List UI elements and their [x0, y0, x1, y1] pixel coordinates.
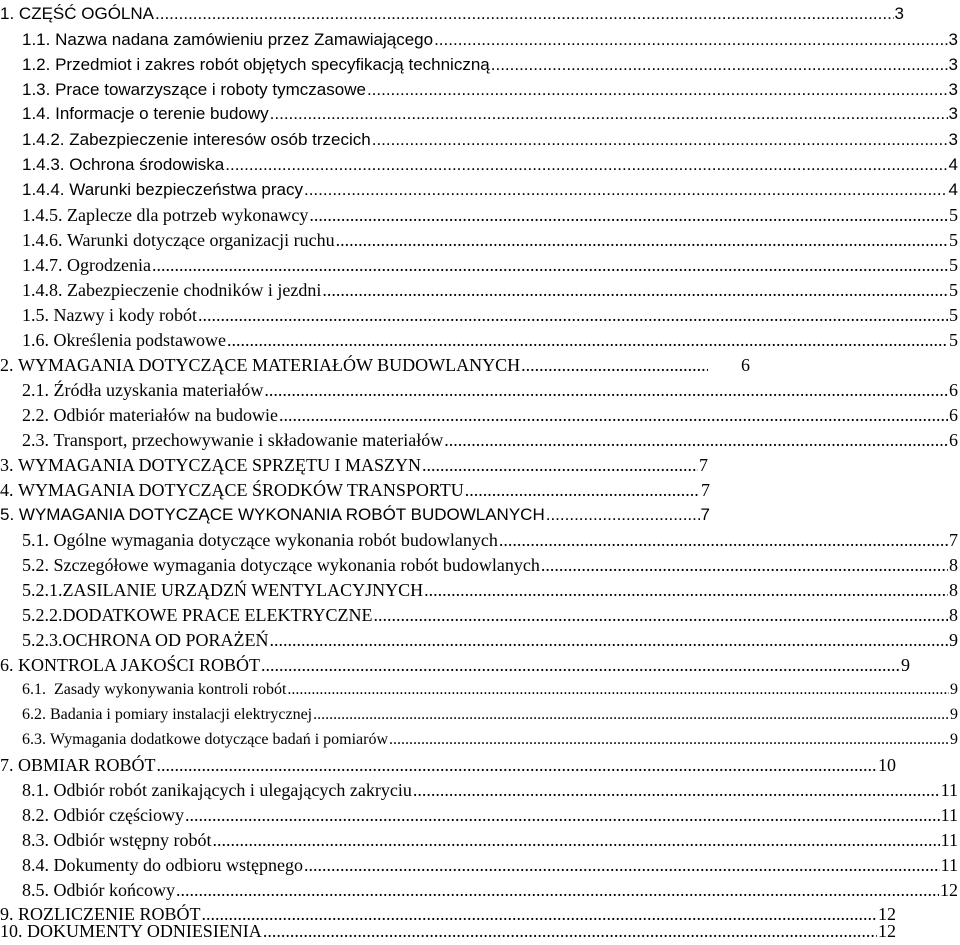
toc-entry-page: 8: [949, 555, 958, 575]
toc-entry[interactable]: [22, 30, 958, 54]
toc-entry-page: 12: [878, 904, 896, 924]
toc-entry-number: 10.: [0, 921, 23, 941]
toc-entry-page: 7: [700, 505, 710, 524]
toc-entry[interactable]: [22, 380, 958, 404]
toc-entry-page: 7: [949, 530, 958, 550]
toc-entry[interactable]: [0, 4, 904, 28]
toc-entry-number: 1.4.8.: [22, 280, 63, 300]
toc-entry-title: Odbiór robót zanikających i ulegających zakryciu: [53, 780, 412, 800]
toc-entry-title: Dokumenty do odbioru wstępnego: [53, 855, 303, 875]
toc-entry-page: 11: [940, 830, 958, 850]
toc-leader-dots: [198, 305, 948, 326]
toc-entry-page: 11: [940, 805, 958, 825]
toc-entry[interactable]: [22, 605, 958, 629]
toc-entry-title: WYMAGANIA DOTYCZĄCE MATERIAŁÓW BUDOWLANYCH: [18, 355, 521, 375]
toc-entry-page: 3: [948, 30, 958, 49]
toc-entry-number: 2.2.: [22, 405, 49, 425]
toc-entry-number: 5.2.: [22, 555, 49, 575]
toc-leader-dots: [176, 880, 939, 901]
toc-leader-dots: [304, 180, 948, 200]
toc-leader-dots: [499, 530, 948, 551]
toc-entry-title: Ogólne wymagania dotyczące wykonania robót budowlanych: [53, 530, 498, 550]
toc-entry-title: ZASILANIE URZĄDZŃ WENTYLACYJNYCH: [62, 580, 424, 600]
toc-entry[interactable]: [0, 505, 710, 529]
toc-entry-title: Szczegółowe wymagania dotyczące wykonania robót budowlanych: [53, 555, 540, 575]
toc-entry-page: 5: [949, 205, 958, 225]
toc-leader-dots: [336, 230, 948, 251]
toc-entry-page: 5: [949, 330, 958, 350]
toc-entry[interactable]: [22, 430, 958, 454]
toc-entry-title: DODATKOWE PRACE ELEKTRYCZNE: [62, 605, 373, 625]
toc-entry[interactable]: [22, 205, 958, 229]
toc-entry-page: 7: [699, 455, 708, 475]
toc-entry-number: 1.4.: [22, 104, 51, 123]
toc-leader-dots: [444, 430, 948, 451]
toc-entry-title: OBMIAR ROBÓT: [18, 755, 156, 775]
toc-entry[interactable]: [22, 706, 958, 730]
toc-leader-dots: [157, 755, 877, 776]
toc-leader-dots: [367, 80, 948, 100]
toc-entry-page: 8: [949, 580, 958, 600]
toc-entry[interactable]: [22, 630, 958, 654]
toc-entry-number: 8.5.: [22, 880, 49, 900]
toc-entry[interactable]: [22, 255, 958, 279]
toc-entry-page: 3: [948, 130, 958, 149]
toc-entry-title: Odbiór końcowy: [53, 880, 175, 900]
toc-entry-title: Źródła uzyskania materiałów: [53, 380, 264, 400]
toc-entry[interactable]: [0, 455, 708, 479]
toc-entry-title: WYMAGANIA DOTYCZĄCE SPRZĘTU I MASZYN: [18, 455, 421, 475]
toc-entry-number: 1.: [0, 4, 15, 23]
toc-entry-number: 1.1.: [22, 30, 51, 49]
toc-entry[interactable]: [0, 921, 896, 945]
toc-entry-title: Warunki dotyczące organizacji ruchu: [67, 230, 335, 250]
toc-entry-title: ROZLICZENIE ROBÓT: [18, 904, 201, 924]
toc-entry[interactable]: [22, 731, 958, 755]
toc-entry-title: Ogrodzenia: [67, 255, 151, 275]
toc-entry-page: 3: [894, 4, 904, 23]
toc-entry-number: 6.2.: [22, 706, 46, 723]
toc-entry-page: 9: [950, 706, 958, 723]
toc-entry-page: 6: [741, 355, 750, 375]
toc-entry-title: Transport, przechowywanie i składowanie materiałów: [53, 430, 444, 450]
toc-entry[interactable]: [22, 80, 958, 104]
toc-entry-number: 5.2.1.: [22, 580, 63, 600]
toc-entry-title: Warunki bezpieczeństwa pracy: [69, 180, 303, 199]
toc-entry-number: 2.1.: [22, 380, 49, 400]
toc-entry-number: 2.: [0, 355, 14, 375]
toc-entry-page: 10: [878, 755, 896, 775]
toc-entry-number: 5.2.3.: [22, 630, 63, 650]
toc-entry[interactable]: [22, 830, 958, 854]
toc-entry-title: Ochrona środowiska: [69, 155, 225, 174]
toc-entry-number: 5.2.2.: [22, 605, 63, 625]
toc-entry-number: 2.3.: [22, 430, 49, 450]
toc-entry-page: 9: [950, 681, 958, 698]
toc-entry-page: 5: [949, 230, 958, 250]
toc-entry[interactable]: [22, 230, 958, 254]
toc-entry-number: 1.4.2.: [22, 130, 65, 149]
toc-leader-dots: [389, 731, 949, 749]
toc-entry-page: 5: [949, 305, 958, 325]
toc-entry[interactable]: [22, 530, 958, 554]
toc-entry[interactable]: [22, 55, 958, 79]
toc-leader-dots: [372, 130, 948, 150]
toc-entry-number: 1.4.6.: [22, 230, 63, 250]
toc-entry-number: 9.: [0, 904, 14, 924]
toc-entry-page: 9: [901, 655, 910, 675]
toc-entry-title: Określenia podstawowe: [53, 330, 226, 350]
toc-leader-dots: [541, 555, 948, 576]
toc-entry-number: 1.4.7.: [22, 255, 63, 275]
toc-entry-title: WYMAGANIA DOTYCZĄCE WYKONANIA ROBÓT BUDOWLANYCH: [18, 505, 545, 524]
toc-entry-number: 6.1.: [22, 681, 46, 698]
toc-leader-dots: [212, 830, 939, 851]
toc-entry[interactable]: [0, 480, 710, 504]
toc-leader-dots: [155, 4, 894, 24]
toc-entry-page: 11: [940, 855, 958, 875]
toc-entry-title: KONTROLA JAKOŚCI ROBÓT: [18, 655, 261, 675]
toc-entry[interactable]: [0, 355, 750, 379]
toc-entry[interactable]: [22, 155, 958, 179]
toc-entry-title: Wymagania dodatkowe dotyczące badań i pomiarów: [50, 731, 389, 748]
toc-entry-page: 3: [948, 80, 958, 99]
toc-entry[interactable]: [22, 130, 958, 154]
toc-entry-page: 12: [878, 921, 896, 941]
toc-leader-dots: [424, 580, 948, 601]
toc-leader-dots: [264, 380, 948, 401]
toc-entry-number: 3.: [0, 455, 14, 475]
toc-entry-number: 7.: [0, 755, 14, 775]
toc-entry-number: 5.1.: [22, 530, 49, 550]
toc-entry-number: 8.4.: [22, 855, 49, 875]
toc-entry-page: 4: [948, 155, 958, 174]
toc-entry-page: 3: [948, 104, 958, 123]
toc-leader-dots: [185, 805, 940, 826]
toc-entry[interactable]: [22, 681, 958, 705]
toc-entry-number: 4.: [0, 480, 14, 500]
toc-entry[interactable]: [22, 805, 958, 829]
toc-leader-dots: [546, 505, 700, 525]
toc-entry[interactable]: [22, 780, 958, 804]
toc-entry-number: 8.1.: [22, 780, 49, 800]
toc-entry-title: Zabezpieczenie chodników i jezdni: [67, 280, 322, 300]
toc-entry-page: 7: [701, 480, 710, 500]
toc-entry-page: 6: [949, 380, 958, 400]
toc-entry[interactable]: [22, 855, 958, 879]
toc-entry[interactable]: [0, 655, 910, 679]
toc-entry-number: 1.4.3.: [22, 155, 65, 174]
toc-entry-page: 4: [948, 180, 958, 199]
toc-entry-title: Nazwa nadana zamówieniu przez Zamawiającego: [55, 30, 434, 49]
toc-leader-dots: [304, 855, 940, 876]
toc-entry-page: 12: [940, 880, 958, 900]
toc-leader-dots: [270, 630, 948, 651]
toc-entry-title: Odbiór wstępny robót: [53, 830, 212, 850]
toc-entry-page: 6: [949, 405, 958, 425]
toc-leader-dots: [313, 706, 949, 724]
toc-leader-dots: [322, 280, 948, 301]
toc-entry-page: 6: [949, 430, 958, 450]
toc-entry-page: 5: [949, 280, 958, 300]
toc-entry-number: 5.: [0, 505, 15, 524]
toc-entry-page: 3: [948, 55, 958, 74]
toc-entry-title: Informacje o terenie budowy: [55, 104, 269, 123]
toc-leader-dots: [261, 655, 900, 676]
toc-leader-dots: [309, 205, 948, 226]
toc-leader-dots: [287, 681, 949, 699]
toc-leader-dots: [270, 104, 948, 124]
toc-entry-page: 9: [950, 731, 958, 748]
toc-leader-dots: [373, 605, 948, 626]
toc-entry-title: WYMAGANIA DOTYCZĄCE ŚRODKÓW TRANSPORTU: [18, 480, 464, 500]
toc-entry[interactable]: [22, 280, 958, 304]
toc-entry[interactable]: [22, 580, 958, 604]
toc-entry[interactable]: [22, 880, 958, 904]
toc-entry[interactable]: [22, 330, 958, 354]
toc-entry-number: 1.4.4.: [22, 180, 65, 199]
toc-leader-dots: [491, 55, 948, 75]
toc-entry-number: 1.6.: [22, 330, 49, 350]
toc-entry-title: Odbiór materiałów na budowie: [53, 405, 278, 425]
toc-entry-page: 5: [949, 255, 958, 275]
toc-entry-number: 6.: [0, 655, 14, 675]
toc-entry[interactable]: [22, 305, 958, 329]
toc-entry[interactable]: [22, 405, 958, 429]
toc-leader-dots: [227, 330, 948, 351]
toc-leader-dots: [422, 455, 698, 476]
toc-entry[interactable]: [22, 555, 958, 579]
toc-entry-title: Nazwy i kody robót: [53, 305, 197, 325]
toc-leader-dots: [263, 921, 877, 942]
toc-leader-dots: [434, 30, 947, 50]
toc-entry-number: 1.5.: [22, 305, 49, 325]
toc-entry-title: Prace towarzyszące i roboty tymczasowe: [55, 80, 366, 99]
toc-leader-dots: [225, 155, 947, 175]
toc-entry-title: Zabezpieczenie interesów osób trzecich: [69, 130, 371, 149]
toc-entry-number: 6.3.: [22, 731, 46, 748]
toc-entry-number: 1.2.: [22, 55, 51, 74]
toc-entry-title: Badania i pomiary instalacji elektrycznej: [50, 706, 313, 723]
toc-entry-title: OCHRONA OD PORAŻEŃ: [62, 630, 269, 650]
toc-leader-dots: [279, 405, 948, 426]
toc-leader-dots: [465, 480, 700, 501]
toc-entry[interactable]: [22, 104, 958, 128]
toc-entry-title: Przedmiot i zakres robót objętych specyfikacją techniczną: [55, 55, 490, 74]
toc-entry[interactable]: [0, 755, 896, 779]
toc-entry-number: 8.3.: [22, 830, 49, 850]
toc-entry[interactable]: [22, 180, 958, 204]
toc-entry-title: CZĘŚĆ OGÓLNA: [18, 4, 155, 23]
toc-entry-number: 1.3.: [22, 80, 51, 99]
toc-leader-dots: [521, 355, 708, 376]
toc-entry-title: Zaplecze dla potrzeb wykonawcy: [67, 205, 309, 225]
toc-leader-dots: [413, 780, 940, 801]
toc-entry-number: 1.4.5.: [22, 205, 63, 225]
toc-entry-title: Zasady wykonywania kontroli robót: [54, 681, 287, 698]
toc-leader-dots: [152, 255, 948, 276]
toc-entry-page: 8: [949, 605, 958, 625]
toc-entry-title: DOKUMENTY ODNIESIENIA: [27, 921, 262, 941]
toc-entry-title: Odbiór częściowy: [53, 805, 184, 825]
toc-entry-page: 11: [940, 780, 958, 800]
toc-entry-number: 8.2.: [22, 805, 49, 825]
toc-entry-page: 9: [949, 630, 958, 650]
